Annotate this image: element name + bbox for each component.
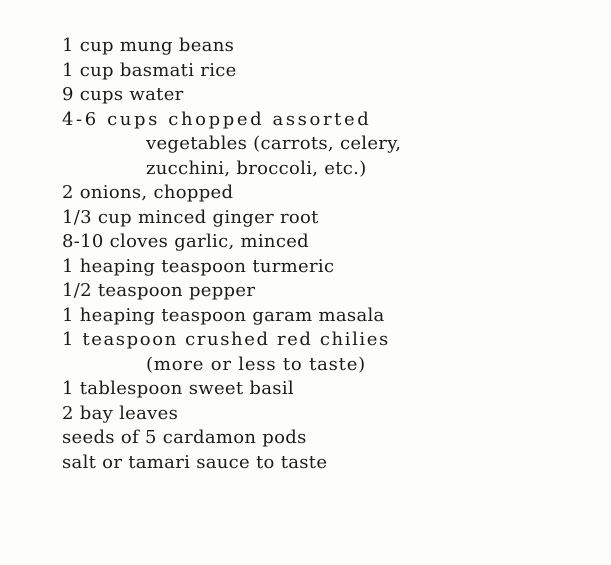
ingredient-item <box>62 59 401 84</box>
ingredient-item <box>62 426 401 451</box>
ingredient-item <box>62 377 401 402</box>
ingredient-item <box>62 206 401 231</box>
ingredient-text: 1 cup mung beans <box>62 35 235 56</box>
ingredient-text: salt or tamari sauce to taste <box>62 451 328 473</box>
ingredient-item <box>62 304 401 329</box>
ingredient-text: 1/2 teaspoon pepper <box>62 280 256 301</box>
ingredient-item <box>62 230 401 255</box>
ingredient-text: 1 heaping teaspoon turmeric <box>62 255 335 277</box>
ingredient-text: seeds of 5 cardamon pods <box>62 427 307 448</box>
ingredient-item <box>62 279 401 304</box>
ingredient-continuation: vegetables (carrots, celery, <box>146 133 402 154</box>
ingredient-item <box>62 34 401 59</box>
ingredient-item <box>62 328 401 377</box>
ingredient-text: 9 cups water <box>62 84 184 105</box>
ingredient-item <box>62 255 401 280</box>
ingredient-item <box>62 108 401 182</box>
ingredient-text: 1 teaspoon crushed red chilies <box>62 329 390 350</box>
ingredient-text: 2 bay leaves <box>62 402 179 424</box>
ingredient-list <box>62 34 401 475</box>
ingredient-continuation: zucchini, broccoli, etc.) <box>146 157 367 179</box>
ingredient-item <box>62 83 401 108</box>
ingredient-item <box>62 402 401 427</box>
ingredient-continuation: (more or less to taste) <box>146 353 366 375</box>
ingredient-text: 1/3 cup minced ginger root <box>62 206 319 228</box>
ingredient-text: 2 onions, chopped <box>62 182 234 203</box>
ingredient-item <box>62 451 401 476</box>
ingredient-item <box>62 181 401 206</box>
ingredient-text: 1 tablespoon sweet basil <box>62 378 294 399</box>
ingredient-text: 1 cup basmati rice <box>62 59 237 81</box>
ingredient-text: 8-10 cloves garlic, minced <box>62 231 309 252</box>
ingredient-text: 4-6 cups chopped assorted <box>62 108 372 130</box>
ingredient-text: 1 heaping teaspoon garam masala <box>62 304 385 326</box>
